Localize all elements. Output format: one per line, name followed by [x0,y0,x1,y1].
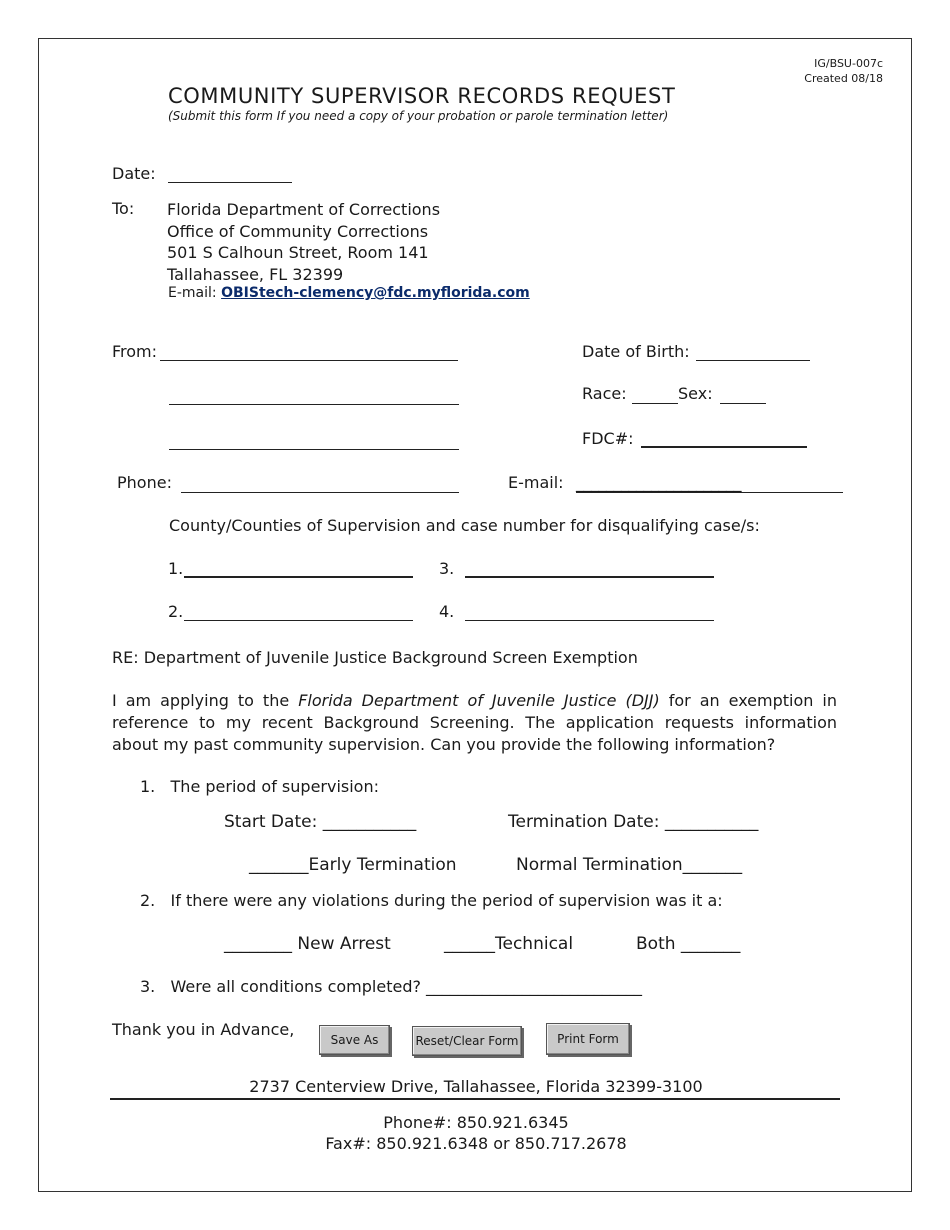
form-code [804,56,883,86]
start-date-field[interactable]: Start Date: ___________ [224,812,417,832]
recipient-line-1: Florida Department of Corrections [167,200,441,219]
paragraph-end: for an exemption in reference to my recent Background Screening. The application requests information about my past community supervision. Can you provide the following information? [112,691,837,754]
normal-termination-field[interactable]: Normal Termination_______ [516,855,743,875]
fdc-field[interactable] [641,446,807,448]
dob-field[interactable] [696,360,810,361]
early-termination-field[interactable]: _______Early Termination [249,855,457,875]
save-as-button[interactable]: Save As [319,1025,390,1055]
both-field[interactable]: Both _______ [636,934,741,954]
footer-fax: Fax#: 850.921.6348 or 850.717.2678 [325,1134,627,1153]
county-field-2[interactable] [184,620,413,621]
from-label: From: [112,342,158,361]
technical-field[interactable]: ______Technical [444,934,574,954]
recipient-email-label: E-mail: [168,285,217,301]
reset-clear-form-button[interactable]: Reset/Clear Form [412,1026,522,1056]
footer-divider [110,1098,840,1100]
recipient-line-2: Office of Community Corrections [167,221,429,241]
fdc-label: FDC#: [582,429,634,448]
question-1: 1. The period of supervision: [140,777,379,796]
county-prompt: County/Counties of Supervision and case number for disqualifying case/s: [169,516,760,535]
agency-name: Florida Department of Juvenile Justice (DJJ) [298,691,660,710]
recipient-email-row [168,285,530,301]
closing-text: Thank you in Advance, [112,1020,295,1039]
county-field-3[interactable] [465,576,714,578]
to-label: To: [112,199,135,218]
county-number-1: 1. [168,559,184,578]
race-label: Race: [582,384,627,403]
footer-address: 2737 Centerview Drive, Tallahassee, Florida 32399-3100 [249,1077,703,1096]
county-field-4[interactable] [465,620,714,621]
from-field-line-2[interactable] [169,404,459,405]
re-line: RE: Department of Juvenile Justice Background Screen Exemption [112,648,638,667]
phone-label: Phone: [117,473,172,492]
recipient-address [167,199,440,285]
email-underscores: ______________________ [576,473,741,492]
county-field-1[interactable] [184,576,413,578]
form-code-id: IG/BSU-007c [814,57,883,70]
sex-field[interactable] [720,403,766,404]
county-number-3: 3. [439,559,455,578]
paragraph-start: I am applying to the [112,691,299,710]
recipient-line-3: 501 S Calhoun Street, Room 141 [167,243,429,262]
request-paragraph [112,690,837,756]
termination-date-field[interactable]: Termination Date: ___________ [508,812,759,832]
page-subtitle: (Submit this form If you need a copy of your probation or parole termination letter) [168,109,669,123]
email-label: E-mail: [508,473,564,492]
dob-label: Date of Birth: [582,342,690,361]
from-field-line-3[interactable] [169,449,459,450]
question-2: 2. If there were any violations during the period of supervision was it a: [140,891,723,910]
email-field[interactable] [576,492,843,493]
date-label: Date: [112,164,156,183]
county-number-4: 4. [439,602,455,621]
phone-field[interactable] [181,492,459,493]
sex-label: Sex: [678,384,713,403]
footer-phone: Phone#: 850.921.6345 [383,1113,569,1132]
question-3[interactable]: 3. Were all conditions completed? ___________________________ [140,977,643,996]
new-arrest-field[interactable]: ________ New Arrest [224,934,391,954]
form-code-created: Created 08/18 [804,72,883,85]
recipient-email-link[interactable]: OBIStech-clemency@fdc.myflorida.com [221,285,530,301]
page-title: COMMUNITY SUPERVISOR RECORDS REQUEST [168,84,676,108]
from-field-line-1[interactable] [160,360,458,361]
recipient-line-4: Tallahassee, FL 32399 [167,264,344,284]
race-field[interactable] [632,403,678,404]
print-form-button[interactable]: Print Form [546,1023,630,1055]
date-field[interactable] [168,182,292,183]
county-number-2: 2. [168,602,184,621]
